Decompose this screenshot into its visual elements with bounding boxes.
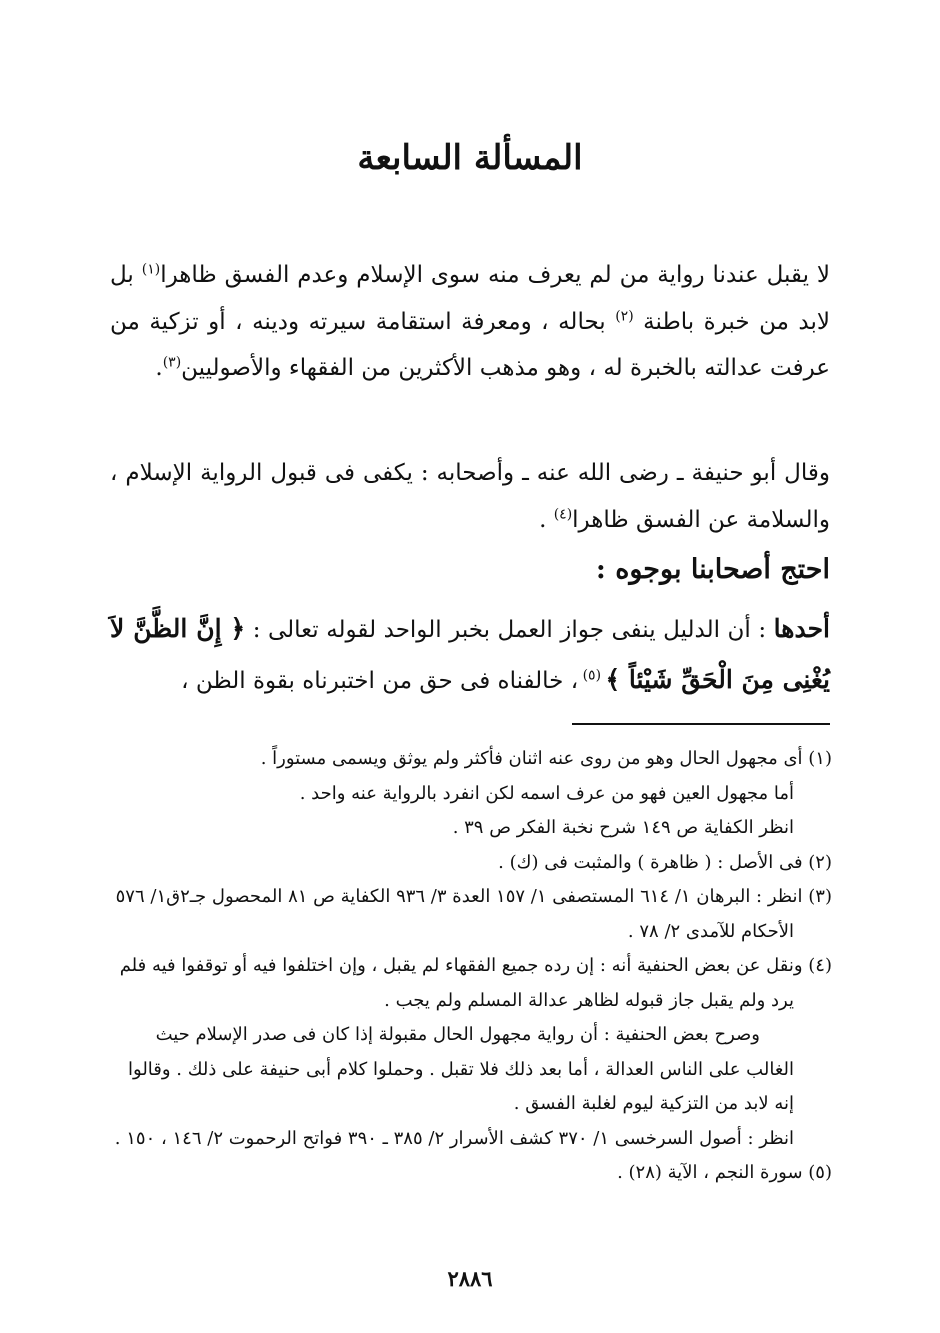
footnote-1: (١) أى مجهول الحال وهو من روى عنه اثنان فأكثر ولم يوثق ويسمى مستوراً . (260, 748, 832, 769)
paragraph-3-text-2: ، خالفناه فى حق من اختبرناه بقوة الظن ، (181, 668, 579, 694)
arguments-heading: احتج أصحابنا بوجوه : (595, 554, 830, 585)
paragraph-1 (110, 252, 830, 392)
footnote-4-references: انظر : أصول السرخسى ١/ ٣٧٠ كشف الأسرار ٢/ ٣٨٥ ـ ٣٩٠ فواتح الرحموت ٢/ ١٤٦ ، ١٥٠ . (114, 1127, 794, 1149)
footnote-separator (572, 723, 830, 725)
footnote-5: (٥) سورة النجم ، الآية (٢٨) . (617, 1162, 832, 1183)
paragraph-1-text-3: بحاله ، ومعرفة استقامة سيرته ودينه ، أو تزكية من عرفت عدالته بالخبرة له ، وهو مذهب الأكثرين من الفقهاء والأصوليين (110, 308, 830, 381)
paragraph-1-text-2: بل لابد من خبرة باطنة (110, 262, 830, 335)
footnote-ref-5: (٥) (578, 667, 606, 684)
footnote-ref-4: (٤) (553, 505, 573, 522)
paragraph-2 (110, 450, 830, 543)
footnote-1-line-2: أما مجهول العين فهو من عرف اسمه لكن انفرد بالرواية عنه واحد . (299, 782, 794, 804)
paragraph-3-lead: أحدها (773, 614, 830, 643)
footnote-2: (٢) فى الأصل : ( ظاهرة ) والمثبت فى (ك) . (498, 851, 832, 873)
footnote-4: (٤) ونقل عن بعض الحنفية أنه : إن رده جميع الفقهاء لم يقبل ، وإن اختلفوا فيه أو توقفوا فيه فلم يرد ولم يقبل جاز قبوله لظاهر عدالة المسلم ولم يجب . (119, 955, 832, 1011)
page-number: ٢٨٨٦ (447, 1266, 493, 1291)
paragraph-3-text: : أن الدليل ينفى جواز العمل بخبر الواحد لقوله تعالى : (245, 617, 774, 643)
footnote-ref-3: (٣) (162, 354, 182, 371)
footnote-4-paragraph-2: وصرح بعض الحنفية : أن رواية مجهول الحال مقبولة إذا كان فى صدر الإسلام حيث الغالب على الناس العدالة ، أما بعد ذلك فلا تقبل . وحملوا كلام أبى حنيفة على ذلك . وقالوا إنه لابد من التزكية ليوم لغلبة الفسق . (128, 1024, 794, 1114)
paragraph-3 (110, 604, 830, 706)
footnote-3: (٣) انظر : البرهان ١/ ٦١٤ المستصفى ١/ ١٥٧ العدة ٣/ ٩٣٦ الكفاية ص ٨١ المحصول جـ٢ق١/ ٥٧٦ الأحكام للآمدى ٢/ ٧٨ . (115, 886, 832, 942)
section-title: المسألة السابعة (357, 138, 583, 178)
paragraph-2-end: . (539, 506, 554, 533)
footnotes (108, 742, 832, 1191)
paragraph-2-text: وقال أبو حنيفة ـ رضى الله عنه ـ وأصحابه : يكفى فى قبول الرواية الإسلام ، والسلامة عن الفسق ظاهرا (110, 460, 830, 533)
paragraph-1-end: . (155, 355, 163, 381)
paragraph-1-text: لا يقبل عندنا رواية من لم يعرف منه سوى الإسلام وعدم الفسق ظاهرا (160, 262, 830, 288)
footnote-ref-2: (٢) (615, 307, 634, 324)
quran-quote: ﴿ إِنَّ الظَّنَّ لاَ يُغْنِى مِنَ الْحَقِّ شَيْئاً ﴾ (110, 614, 830, 694)
footnote-ref-1: (١) (141, 261, 161, 278)
footnote-1-line-3: انظر الكفاية ص ١٤٩ شرح نخبة الفكر ص ٣٩ . (452, 817, 794, 838)
